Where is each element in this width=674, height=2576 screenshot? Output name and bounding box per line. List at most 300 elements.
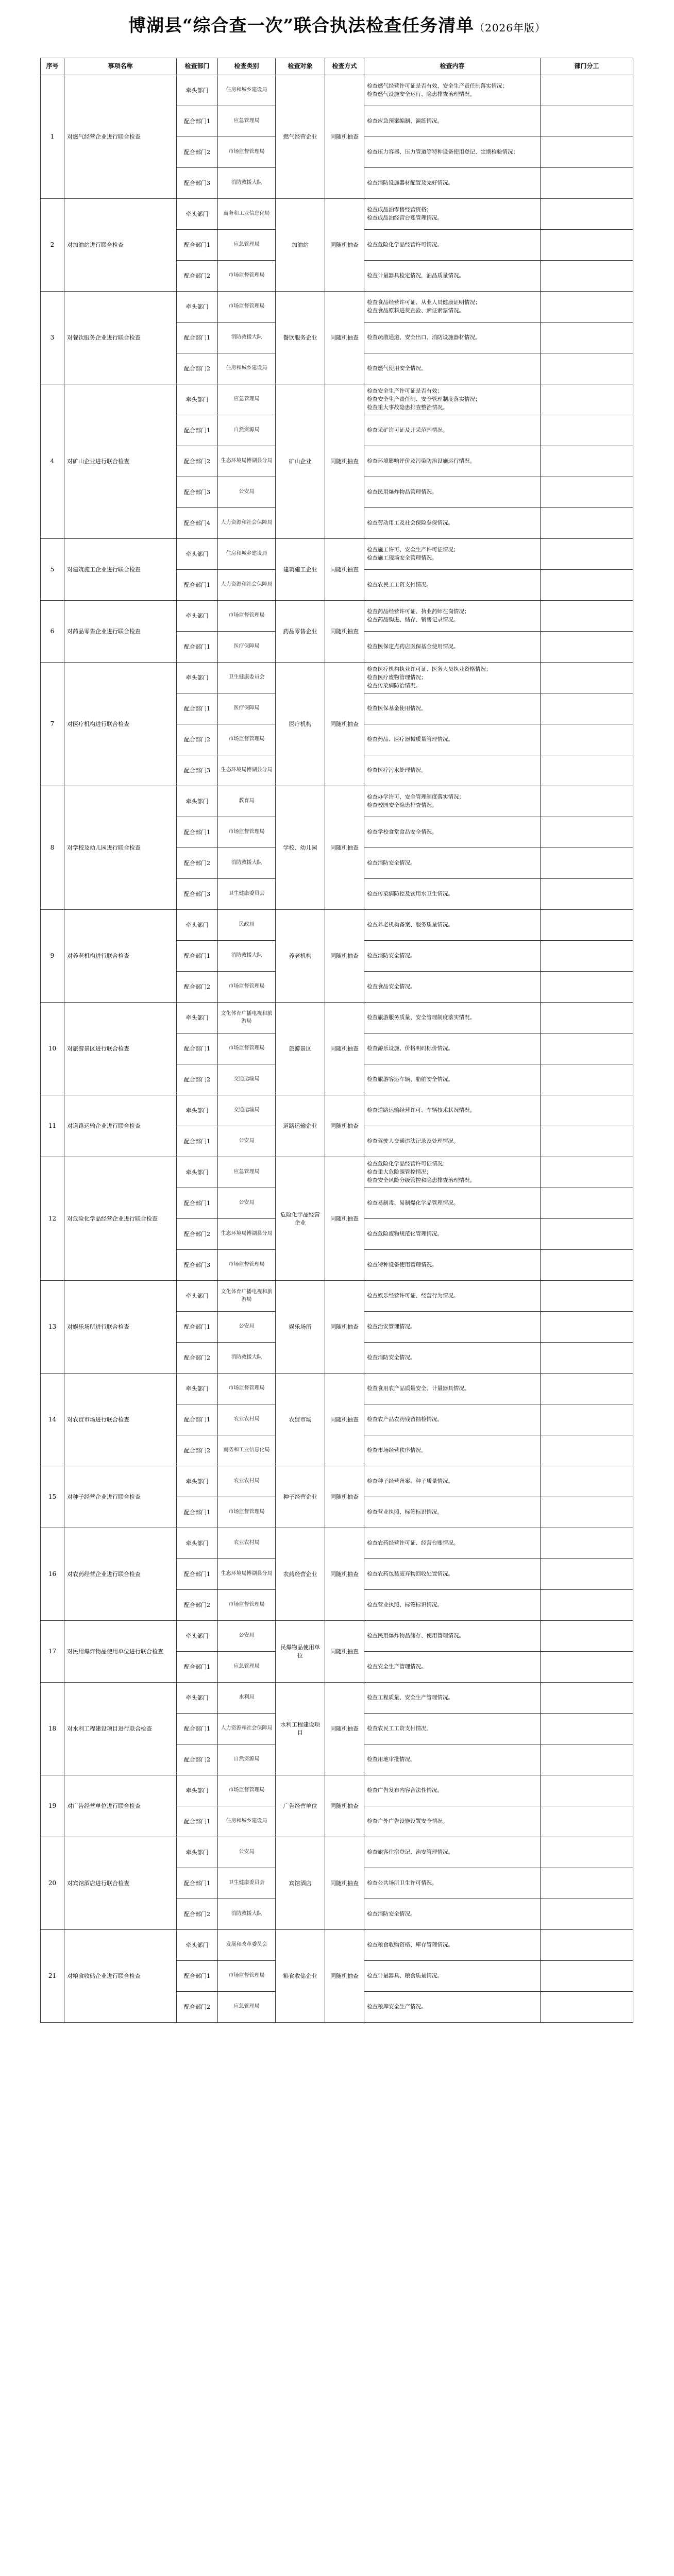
inspection-object: 民爆物品使用单位 (276, 1621, 325, 1683)
inspection-content (364, 1312, 541, 1343)
inspection-item: 检查成品油零售经营资格； (367, 206, 432, 213)
inspection-mode: 同随机抽查 (325, 1775, 364, 1837)
row-number: 17 (41, 1621, 64, 1683)
inspection-content (364, 1992, 541, 2023)
dept-role: 牵头部门 (177, 1528, 218, 1559)
dept-role: 配合部门1 (177, 1312, 218, 1343)
inspection-content (364, 879, 541, 910)
inspection-content (364, 1281, 541, 1312)
inspection-content (364, 1003, 541, 1033)
row-number: 14 (41, 1374, 64, 1466)
inspection-content (364, 477, 541, 508)
table-row (41, 1683, 633, 1714)
inspection-object: 宾馆酒店 (276, 1837, 325, 1930)
dept-name: 市场监督管理局 (218, 1250, 276, 1281)
dept-role: 配合部门1 (177, 817, 218, 848)
inspection-mode: 同随机抽查 (325, 1374, 364, 1466)
inspection-mode: 同随机抽查 (325, 1621, 364, 1683)
dept-role: 配合部门1 (177, 230, 218, 261)
division-cell (541, 1095, 633, 1126)
row-number: 18 (41, 1683, 64, 1775)
inspection-item: 检查危险化学品经营许可情况。 (367, 241, 443, 248)
dept-name: 消防救援大队 (218, 1899, 276, 1930)
inspection-content (364, 570, 541, 601)
dept-role: 配合部门1 (177, 1497, 218, 1528)
row-number: 20 (41, 1837, 64, 1930)
dept-name: 应急管理局 (218, 106, 276, 137)
inspection-item: 检查疏散通道、安全出口、消防设施器材情况。 (367, 334, 481, 341)
dept-role: 配合部门3 (177, 1250, 218, 1281)
inspection-item: 检查农药经营许可证、经营台账情况。 (367, 1539, 459, 1546)
division-cell (541, 323, 633, 353)
inspection-item: 检查安全风险分级管控和隐患排查治理情况。 (367, 1177, 475, 1184)
inspection-item: 检查消防安全情况。 (367, 952, 416, 959)
dept-name: 市场监督管理局 (218, 1775, 276, 1806)
dept-name: 商务和工业信息化局 (218, 199, 276, 230)
dept-name: 医疗保障局 (218, 632, 276, 663)
inspection-mode: 同随机抽查 (325, 1930, 364, 2023)
dept-name: 商务和工业信息化局 (218, 1435, 276, 1466)
dept-name: 消防救援大队 (218, 168, 276, 199)
inspection-content (364, 1126, 541, 1157)
inspection-content (364, 1961, 541, 1992)
inspection-item: 检查医疗污水处理情况。 (367, 767, 427, 773)
division-cell (541, 1775, 633, 1806)
task-name: 对矿山企业进行联合检查 (64, 384, 177, 539)
row-number: 8 (41, 786, 64, 910)
division-cell (541, 1250, 633, 1281)
division-cell (541, 1899, 633, 1930)
inspection-item: 检查药品、医疗器械质量管理情况。 (367, 736, 453, 742)
inspection-mode: 同随机抽查 (325, 786, 364, 910)
division-cell (541, 693, 633, 724)
dept-role: 配合部门3 (177, 477, 218, 508)
inspection-content (364, 353, 541, 384)
inspection-content (364, 384, 541, 415)
inspection-item: 检查医保基金使用情况。 (367, 705, 427, 711)
dept-name: 公安局 (218, 1621, 276, 1652)
dept-role: 牵头部门 (177, 1621, 218, 1652)
inspection-item: 检查危险废物规范化管理情况。 (367, 1230, 443, 1237)
header-mode: 检查方式 (325, 58, 364, 75)
row-number: 5 (41, 539, 64, 601)
dept-role: 配合部门2 (177, 724, 218, 755)
inspection-mode: 同随机抽查 (325, 910, 364, 1003)
inspection-content (364, 1095, 541, 1126)
dept-role: 配合部门1 (177, 415, 218, 446)
dept-role: 牵头部门 (177, 1683, 218, 1714)
dept-role: 配合部门3 (177, 755, 218, 786)
task-name: 对危险化学品经营企业进行联合检查 (64, 1157, 177, 1281)
inspection-item: 检查药品购进、储存、销售记录情况。 (367, 617, 459, 623)
inspection-item: 检查重大事故隐患排查整治情况。 (367, 404, 448, 411)
dept-name: 教育局 (218, 786, 276, 817)
dept-name: 市场监督管理局 (218, 261, 276, 292)
task-name: 对农贸市场进行联合检查 (64, 1374, 177, 1466)
dept-name: 消防救援大队 (218, 323, 276, 353)
division-cell (541, 1188, 633, 1219)
division-cell (541, 786, 633, 817)
dept-name: 市场监督管理局 (218, 292, 276, 323)
division-cell (541, 1714, 633, 1744)
table-row (41, 1621, 633, 1652)
inspection-content (364, 1064, 541, 1095)
inspection-item: 检查旅游服务质量、安全管理制度落实情况。 (367, 1014, 475, 1021)
task-name: 对加油站进行联合检查 (64, 199, 177, 292)
inspection-item: 检查重大危险源管控情况； (367, 1168, 432, 1175)
row-number: 12 (41, 1157, 64, 1281)
row-number: 21 (41, 1930, 64, 2023)
dept-role: 牵头部门 (177, 292, 218, 323)
header-division: 部门分工 (541, 58, 633, 75)
division-cell (541, 1435, 633, 1466)
dept-role: 配合部门2 (177, 1064, 218, 1095)
division-cell (541, 1126, 633, 1157)
dept-role: 牵头部门 (177, 539, 218, 570)
dept-role: 配合部门2 (177, 446, 218, 477)
division-cell (541, 415, 633, 446)
task-name: 对种子经营企业进行联合检查 (64, 1466, 177, 1528)
inspection-content (364, 1250, 541, 1281)
table-body (41, 75, 633, 2023)
header-dept: 检查部门 (177, 58, 218, 75)
dept-role: 配合部门1 (177, 1559, 218, 1590)
inspection-item: 检查消防安全情况。 (367, 1354, 416, 1361)
division-cell (541, 353, 633, 384)
dept-name: 应急管理局 (218, 1992, 276, 2023)
division-cell (541, 1404, 633, 1435)
row-number: 4 (41, 384, 64, 539)
dept-name: 住房和城乡建设局 (218, 75, 276, 106)
inspection-content (364, 1837, 541, 1868)
row-number: 3 (41, 292, 64, 384)
inspection-mode: 同随机抽查 (325, 663, 364, 786)
inspection-item: 检查校园安全隐患排查情况。 (367, 802, 437, 808)
division-cell (541, 261, 633, 292)
task-name: 对燃气经营企业进行联合检查 (64, 75, 177, 199)
division-cell (541, 1590, 633, 1621)
division-cell (541, 972, 633, 1003)
dept-role: 牵头部门 (177, 910, 218, 941)
dept-name: 公安局 (218, 477, 276, 508)
dept-name: 市场监督管理局 (218, 972, 276, 1003)
inspection-mode: 同随机抽查 (325, 1683, 364, 1775)
dept-role: 配合部门1 (177, 1033, 218, 1064)
table-row (41, 75, 633, 106)
dept-name: 生态环境局博湖县分局 (218, 1559, 276, 1590)
dept-name: 市场监督管理局 (218, 1497, 276, 1528)
dept-role: 牵头部门 (177, 1775, 218, 1806)
dept-role: 配合部门1 (177, 1652, 218, 1683)
inspection-content (364, 663, 541, 693)
inspection-mode: 同随机抽查 (325, 1466, 364, 1528)
division-cell (541, 1343, 633, 1374)
table-row (41, 1775, 633, 1806)
task-name: 对宾馆酒店进行联合检查 (64, 1837, 177, 1930)
inspection-content (364, 1744, 541, 1775)
inspection-item: 检查旅游客运车辆、船舶安全情况。 (367, 1076, 453, 1082)
inspection-content (364, 137, 541, 168)
inspection-item: 检查施工现场安全管理情况。 (367, 555, 437, 561)
division-cell (541, 601, 633, 632)
dept-name: 生态环境局博湖县分局 (218, 446, 276, 477)
dept-name: 市场监督管理局 (218, 1590, 276, 1621)
inspection-item: 检查采矿许可证及开采范围情况。 (367, 427, 448, 433)
division-cell (541, 755, 633, 786)
dept-role: 配合部门2 (177, 1744, 218, 1775)
dept-name: 自然资源局 (218, 1744, 276, 1775)
inspection-item: 检查娱乐经营许可证、经营行为情况。 (367, 1292, 459, 1299)
inspection-content (364, 1899, 541, 1930)
division-cell (541, 446, 633, 477)
dept-name: 农业农村局 (218, 1404, 276, 1435)
inspection-content (364, 1374, 541, 1404)
inspection-item: 检查驾驶人交通违法记录及处理情况。 (367, 1138, 459, 1144)
dept-role: 配合部门2 (177, 1899, 218, 1930)
inspection-content (364, 848, 541, 879)
dept-role: 配合部门2 (177, 972, 218, 1003)
task-name: 对农药经营企业进行联合检查 (64, 1528, 177, 1621)
inspection-object: 广告经营单位 (276, 1775, 325, 1837)
dept-name: 公安局 (218, 1126, 276, 1157)
dept-role: 配合部门1 (177, 632, 218, 663)
inspection-mode: 同随机抽查 (325, 1003, 364, 1095)
inspection-object: 危险化学品经营企业 (276, 1157, 325, 1281)
inspection-content (364, 941, 541, 972)
division-cell (541, 1621, 633, 1652)
inspection-object: 加油站 (276, 199, 325, 292)
inspection-content (364, 910, 541, 941)
division-cell (541, 1652, 633, 1683)
inspection-item: 检查消防安全情况。 (367, 859, 416, 866)
dept-name: 应急管理局 (218, 1652, 276, 1683)
dept-role: 牵头部门 (177, 1157, 218, 1188)
inspection-mode: 同随机抽查 (325, 75, 364, 199)
division-cell (541, 1033, 633, 1064)
inspection-item: 检查食品经营许可证、从业人员健康证明情况； (367, 299, 481, 306)
inspection-item: 检查农产品农药残留抽检情况。 (367, 1416, 443, 1422)
inspection-item: 检查燃气经营许可证是否有效，安全生产责任制落实情况； (367, 82, 508, 89)
inspection-item: 检查传染病防控及饮用水卫生情况。 (367, 890, 453, 897)
inspection-item: 检查应急预案编制、演练情况。 (367, 117, 443, 124)
inspection-content (364, 508, 541, 539)
division-cell (541, 292, 633, 323)
inspection-content (364, 1219, 541, 1250)
dept-name: 市场监督管理局 (218, 1374, 276, 1404)
header-no: 序号 (41, 58, 64, 75)
inspection-content (364, 230, 541, 261)
inspection-item: 检查民用爆炸物品管理情况。 (367, 488, 437, 495)
dept-role: 配合部门4 (177, 508, 218, 539)
division-cell (541, 570, 633, 601)
inspection-item: 检查消防设施器材配置及完好情况。 (367, 179, 453, 186)
inspection-object: 旅游景区 (276, 1003, 325, 1095)
inspection-content (364, 292, 541, 323)
dept-role: 牵头部门 (177, 1837, 218, 1868)
division-cell (541, 384, 633, 415)
dept-name: 消防救援大队 (218, 941, 276, 972)
division-cell (541, 663, 633, 693)
inspection-item: 检查安全生产许可证是否有效； (367, 387, 443, 394)
dept-name: 交通运输局 (218, 1064, 276, 1095)
dept-role: 牵头部门 (177, 199, 218, 230)
row-number: 11 (41, 1095, 64, 1157)
inspection-content (364, 1497, 541, 1528)
inspection-content (364, 601, 541, 632)
inspection-mode: 同随机抽查 (325, 601, 364, 663)
dept-name: 公安局 (218, 1188, 276, 1219)
inspection-mode: 同随机抽查 (325, 1157, 364, 1281)
division-cell (541, 539, 633, 570)
inspection-content (364, 1343, 541, 1374)
table-row (41, 663, 633, 693)
dept-name: 市场监督管理局 (218, 1033, 276, 1064)
table-row (41, 199, 633, 230)
inspection-content (364, 1930, 541, 1961)
inspection-item: 检查办学许可、安全管理制度落实情况； (367, 793, 464, 800)
inspection-item: 检查成品油经营台账管理情况。 (367, 215, 443, 221)
inspection-item: 检查医疗废物管理情况； (367, 674, 427, 681)
inspection-content (364, 972, 541, 1003)
dept-role: 牵头部门 (177, 1374, 218, 1404)
dept-role: 配合部门2 (177, 137, 218, 168)
inspection-item: 检查易制毒、易制爆化学品管理情况。 (367, 1199, 459, 1206)
dept-name: 文化体育广播电视和旅游局 (218, 1281, 276, 1312)
dept-role: 配合部门1 (177, 106, 218, 137)
dept-role: 配合部门2 (177, 1435, 218, 1466)
inspection-item: 检查民用爆炸物品储存、使用管理情况。 (367, 1632, 464, 1639)
inspection-object: 矿山企业 (276, 384, 325, 539)
dept-role: 配合部门2 (177, 353, 218, 384)
inspection-content (364, 1033, 541, 1064)
row-number: 1 (41, 75, 64, 199)
inspection-item: 检查危险化学品经营许可证情况； (367, 1160, 448, 1167)
dept-name: 医疗保障局 (218, 693, 276, 724)
inspection-mode: 同随机抽查 (325, 1837, 364, 1930)
division-cell (541, 1930, 633, 1961)
dept-name: 民政局 (218, 910, 276, 941)
dept-role: 配合部门1 (177, 1126, 218, 1157)
division-cell (541, 106, 633, 137)
inspection-mode: 同随机抽查 (325, 1528, 364, 1621)
task-name: 对道路运输企业进行联合检查 (64, 1095, 177, 1157)
dept-role: 配合部门1 (177, 693, 218, 724)
inspection-content (364, 1559, 541, 1590)
dept-name: 应急管理局 (218, 384, 276, 415)
inspection-item: 检查治安管理情况。 (367, 1323, 416, 1330)
row-number: 9 (41, 910, 64, 1003)
inspection-item: 检查农民工工资支付情况。 (367, 1725, 432, 1732)
inspection-object: 农贸市场 (276, 1374, 325, 1466)
dept-role: 配合部门1 (177, 1961, 218, 1992)
task-name: 对餐饮服务企业进行联合检查 (64, 292, 177, 384)
inspection-item: 检查安全生产管理情况。 (367, 1663, 427, 1670)
dept-name: 卫生健康委员会 (218, 1868, 276, 1899)
row-number: 6 (41, 601, 64, 663)
inspection-item: 检查营业执照、标签标识情况。 (367, 1601, 443, 1608)
table-row (41, 1095, 633, 1126)
dept-name: 市场监督管理局 (218, 1961, 276, 1992)
division-cell (541, 75, 633, 106)
division-cell (541, 1466, 633, 1497)
inspection-content (364, 106, 541, 137)
table-row (41, 786, 633, 817)
dept-role: 牵头部门 (177, 1281, 218, 1312)
dept-role: 牵头部门 (177, 1466, 218, 1497)
inspection-mode: 同随机抽查 (325, 1281, 364, 1374)
dept-name: 公安局 (218, 1837, 276, 1868)
dept-name: 农业农村局 (218, 1466, 276, 1497)
table-row (41, 1930, 633, 1961)
title-year: （2026年版） (474, 22, 546, 34)
dept-role: 配合部门1 (177, 1404, 218, 1435)
dept-name: 发展和改革委员会 (218, 1930, 276, 1961)
task-name: 对粮食收储企业进行联合检查 (64, 1930, 177, 2023)
division-cell (541, 1003, 633, 1033)
inspection-item: 检查营业执照、标签标识情况。 (367, 1509, 443, 1515)
inspection-item: 检查医保定点药店医保基金使用情况。 (367, 643, 459, 650)
inspection-content (364, 75, 541, 106)
division-cell (541, 1374, 633, 1404)
table-row (41, 601, 633, 632)
dept-name: 卫生健康委员会 (218, 879, 276, 910)
dept-role: 配合部门2 (177, 1219, 218, 1250)
division-cell (541, 508, 633, 539)
dept-role: 牵头部门 (177, 1930, 218, 1961)
dept-role: 配合部门2 (177, 1992, 218, 2023)
inspection-item: 检查道路运输经营许可、车辆技术状况情况。 (367, 1107, 475, 1113)
document-title (0, 11, 674, 37)
division-cell (541, 1312, 633, 1343)
division-cell (541, 1219, 633, 1250)
inspection-item: 检查农药包装废弃物回收处置情况。 (367, 1570, 453, 1577)
inspection-content (364, 261, 541, 292)
dept-role: 牵头部门 (177, 75, 218, 106)
task-name: 对水利工程建设项目进行联合检查 (64, 1683, 177, 1775)
inspection-item: 检查工程质量、安全生产管理情况。 (367, 1694, 453, 1701)
table-row (41, 292, 633, 323)
dept-name: 生态环境局博湖县分局 (218, 755, 276, 786)
dept-name: 人力资源和社会保障局 (218, 570, 276, 601)
inspection-object: 学校、幼儿园 (276, 786, 325, 910)
dept-name: 市场监督管理局 (218, 724, 276, 755)
inspection-object: 燃气经营企业 (276, 75, 325, 199)
dept-role: 配合部门1 (177, 323, 218, 353)
inspection-content (364, 1806, 541, 1837)
dept-name: 交通运输局 (218, 1095, 276, 1126)
task-name: 对医疗机构进行联合检查 (64, 663, 177, 786)
inspection-content (364, 1188, 541, 1219)
inspection-item: 检查消防安全情况。 (367, 1910, 416, 1917)
inspection-content (364, 817, 541, 848)
inspection-content (364, 1683, 541, 1714)
inspection-item: 检查安全生产责任制、安全管理制度落实情况； (367, 396, 481, 402)
inspection-content (364, 323, 541, 353)
inspection-object: 餐饮服务企业 (276, 292, 325, 384)
dept-role: 配合部门1 (177, 941, 218, 972)
dept-role: 配合部门1 (177, 1714, 218, 1744)
division-cell (541, 1281, 633, 1312)
dept-name: 住房和城乡建设局 (218, 539, 276, 570)
task-name: 对建筑施工企业进行联合检查 (64, 539, 177, 601)
header-name: 事项名称 (64, 58, 177, 75)
dept-name: 生态环境局博湖县分局 (218, 1219, 276, 1250)
inspection-item: 检查压力容器、压力管道等特种设备使用登记、定期检验情况； (367, 148, 518, 155)
inspection-content (364, 632, 541, 663)
inspection-item: 检查食用农产品质量安全、计量器具情况。 (367, 1385, 470, 1392)
inspection-item: 检查粮库安全生产情况。 (367, 2003, 427, 2010)
inspection-item: 检查食品安全情况。 (367, 983, 416, 990)
